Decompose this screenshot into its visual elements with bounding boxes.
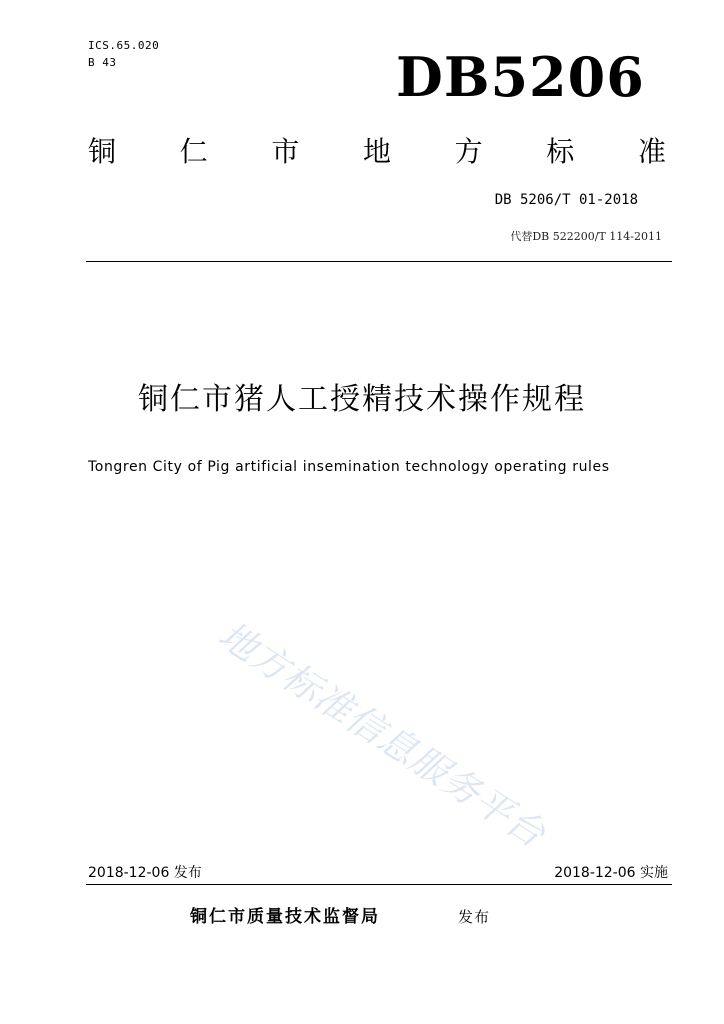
issuing-authority: 铜仁市质量技术监督局	[190, 907, 380, 927]
watermark: 地方标准信息服务平台	[211, 613, 554, 857]
standard-prefix-logo: DB5206	[396, 45, 645, 109]
standard-category-char: 仁	[179, 135, 208, 168]
bottom-divider	[86, 884, 672, 885]
standard-category	[88, 132, 666, 172]
standard-number: DB 5206/T 01-2018	[494, 192, 638, 208]
standard-category-char: 准	[637, 135, 666, 168]
standard-category-char: 铜	[88, 135, 117, 168]
standard-category-char: 方	[454, 135, 483, 168]
ccs-code: B 43	[88, 56, 117, 69]
standard-category-char: 地	[362, 135, 391, 168]
replaces-standard: 代替DB 522200/T 114-2011	[510, 230, 662, 243]
standard-category-char: 市	[271, 135, 300, 168]
document-title-chinese: 铜仁市猪人工授精技术操作规程	[138, 382, 586, 417]
implementation-date: 2018-12-06 实施	[554, 865, 668, 881]
top-divider	[86, 261, 672, 262]
publish-date: 2018-12-06 发布	[88, 865, 202, 881]
issuing-label: 发布	[458, 908, 491, 926]
document-title-english: Tongren City of Pig artificial insemination technology operating rules	[88, 459, 610, 475]
standard-category-char: 标	[546, 135, 575, 168]
classification-codes	[88, 37, 159, 71]
ics-code: ICS.65.020	[88, 39, 160, 52]
